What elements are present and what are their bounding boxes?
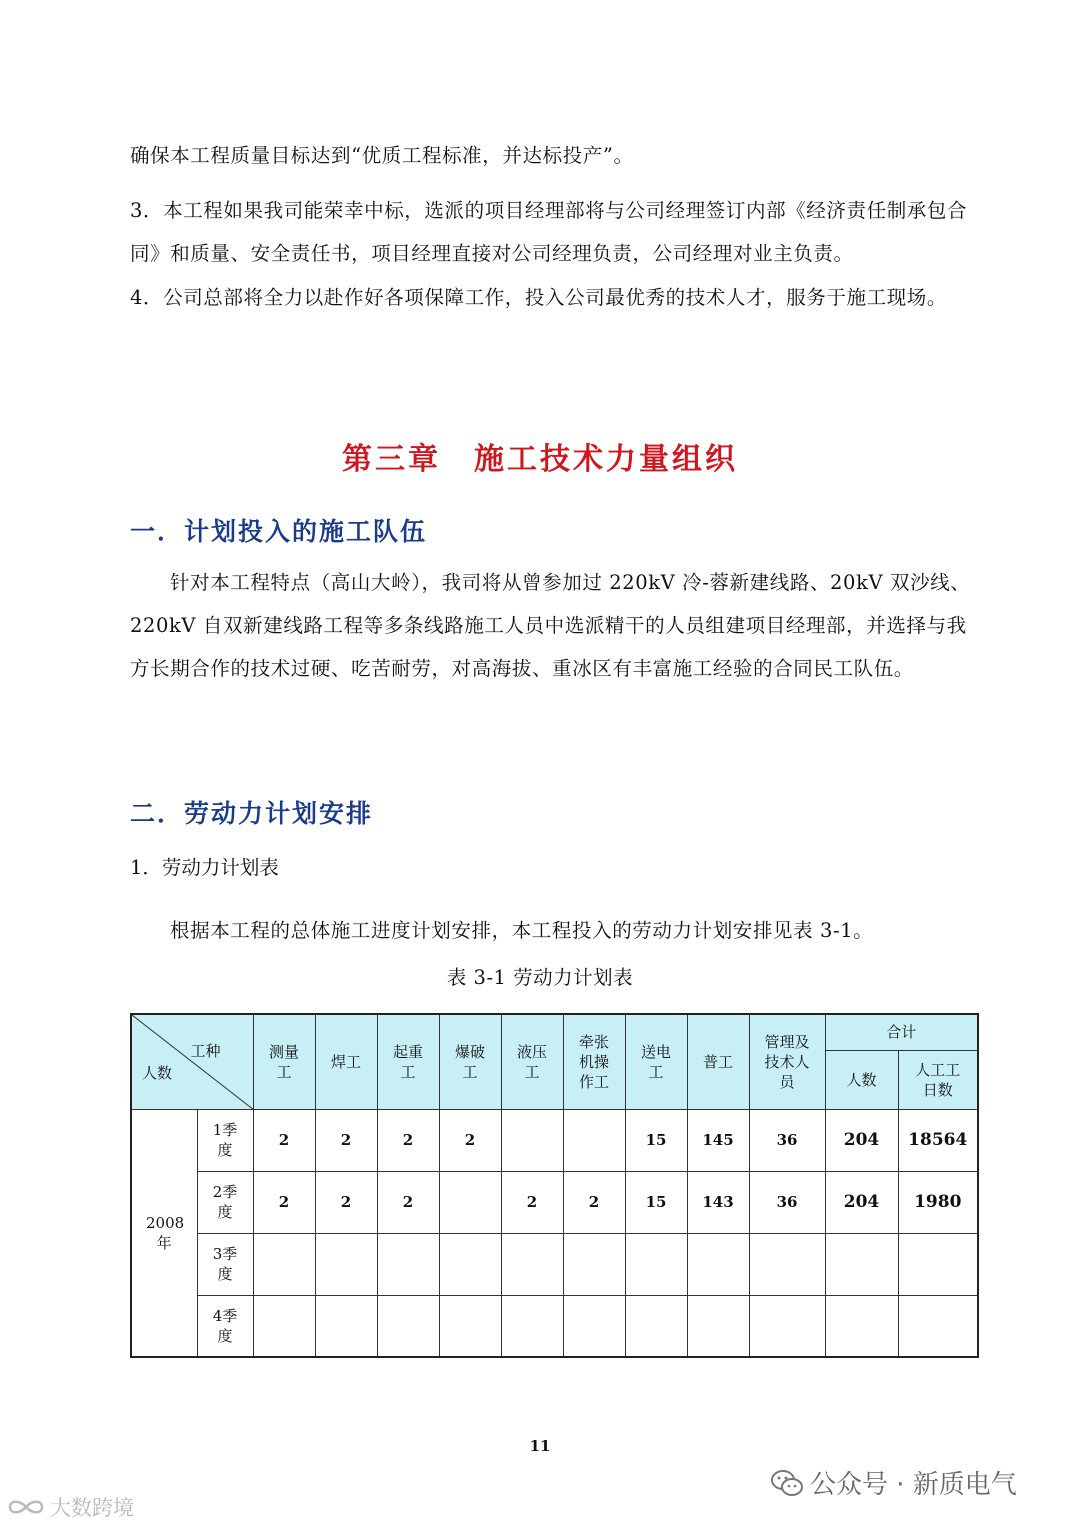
section-2-subheading: 1．劳动力计划表 [130,856,279,879]
total-people-cell [825,1233,898,1295]
total-workdays-cell: 1980 [898,1171,978,1233]
table-cell: 2 [377,1109,439,1171]
quarter-cell: 4季度 [197,1295,253,1357]
header-blaster: 爆破工 [439,1014,501,1109]
table-row [131,1109,978,1171]
table-cell [501,1109,563,1171]
paragraph-quality-goal: 确保本工程质量目标达到“优质工程标准，并达标投产”。 [130,144,634,167]
total-workdays-cell: 18564 [898,1109,978,1171]
table-cell: 36 [749,1109,825,1171]
watermark-left [6,1492,134,1522]
table-cell [501,1233,563,1295]
table-cell [501,1295,563,1357]
table-cell [315,1295,377,1357]
paragraph-item-3: 3．本工程如果我司能荣幸中标，选派的项目经理部将与公司经理签订内部《经济责任制承包合同》和质量、安全责任书，项目经理直接对公司经理负责，公司经理对业主负责。 [130,199,968,265]
table-cell [687,1233,749,1295]
total-people-cell: 204 [825,1109,898,1171]
table-cell: 15 [625,1109,687,1171]
table-row [131,1171,978,1233]
table-row [131,1233,978,1295]
table-cell [625,1295,687,1357]
page-number: 11 [529,1437,551,1455]
table-cell: 2 [439,1109,501,1171]
table-cell [625,1233,687,1295]
table-cell [253,1295,315,1357]
header-rigger: 起重工 [377,1014,439,1109]
table-cell [563,1295,625,1357]
year-cell: 2008年 [131,1109,197,1357]
table-cell [439,1295,501,1357]
table-caption: 表 3-1 劳动力计划表 [446,966,634,989]
labor-plan-table [130,1013,979,1358]
section-1-body: 针对本工程特点（高山大岭），我司将从曾参加过 220kV 冷-蓉新建线路、20kV 双沙线、220kV 自双新建线路工程等多条线路施工人员中选派精干的人员组建项目经理部，并选择与我方长期合作的技术过硬、吃苦耐劳，对高海拔、重冰区有丰富施工经验的合同民工队伍。 [130,571,971,680]
total-people-cell [825,1295,898,1357]
table-cell: 2 [253,1109,315,1171]
watermark-left-text: 大数跨境 [50,1496,134,1520]
table-cell [749,1233,825,1295]
watermark-wechat [770,1464,1017,1501]
header-total-workdays: 人工工日数 [898,1050,978,1109]
table-cell: 2 [315,1109,377,1171]
wechat-icon [770,1468,804,1498]
table-cell: 15 [625,1171,687,1233]
header-hydraulic: 液压工 [501,1014,563,1109]
section-2-heading: 二．劳动力计划安排 [130,799,374,828]
table-row [131,1295,978,1357]
table-cell [563,1233,625,1295]
table-cell [439,1233,501,1295]
quarter-cell: 2季度 [197,1171,253,1233]
table-cell [687,1295,749,1357]
watermark-right-text: 公众号 · 新质电气 [810,1470,1017,1500]
total-people-cell: 204 [825,1171,898,1233]
paragraph-item-4: 4．公司总部将全力以赴作好各项保障工作，投入公司最优秀的技术人才，服务于施工现场。 [130,286,948,309]
infinity-logo-icon [6,1496,46,1518]
header-surveyor: 测量工 [253,1014,315,1109]
header-welder: 焊工 [315,1014,377,1109]
header-total: 合计 [825,1014,978,1050]
section-1-heading: 一．计划投入的施工队伍 [130,517,428,546]
table-cell [377,1295,439,1357]
header-lineman: 送电工 [625,1014,687,1109]
table-cell: 36 [749,1171,825,1233]
table-cell: 2 [253,1171,315,1233]
table-cell [439,1171,501,1233]
table-cell: 143 [687,1171,749,1233]
table-cell [377,1233,439,1295]
header-laborer: 普工 [687,1014,749,1109]
table-cell: 145 [687,1109,749,1171]
quarter-cell: 3季度 [197,1233,253,1295]
header-tension-operator: 牵张机操作工 [563,1014,625,1109]
corner-label-people: 人数 [142,1064,173,1082]
header-total-people: 人数 [825,1050,898,1109]
table-cell [749,1295,825,1357]
total-workdays-cell [898,1295,978,1357]
section-2-body: 根据本工程的总体施工进度计划安排，本工程投入的劳动力计划安排见表 3-1。 [170,919,874,942]
table-cell: 2 [563,1171,625,1233]
total-workdays-cell [898,1233,978,1295]
table-cell: 2 [501,1171,563,1233]
table-cell: 2 [315,1171,377,1233]
table-cell [253,1233,315,1295]
table-cell [563,1109,625,1171]
corner-label-trade: 工种 [190,1042,221,1060]
table-cell: 2 [377,1171,439,1233]
table-cell [315,1233,377,1295]
quarter-cell: 1季度 [197,1109,253,1171]
chapter-title: 第三章 施工技术力量组织 [342,442,738,477]
table-corner-cell [131,1014,253,1109]
header-management: 管理及技术人员 [749,1014,825,1109]
